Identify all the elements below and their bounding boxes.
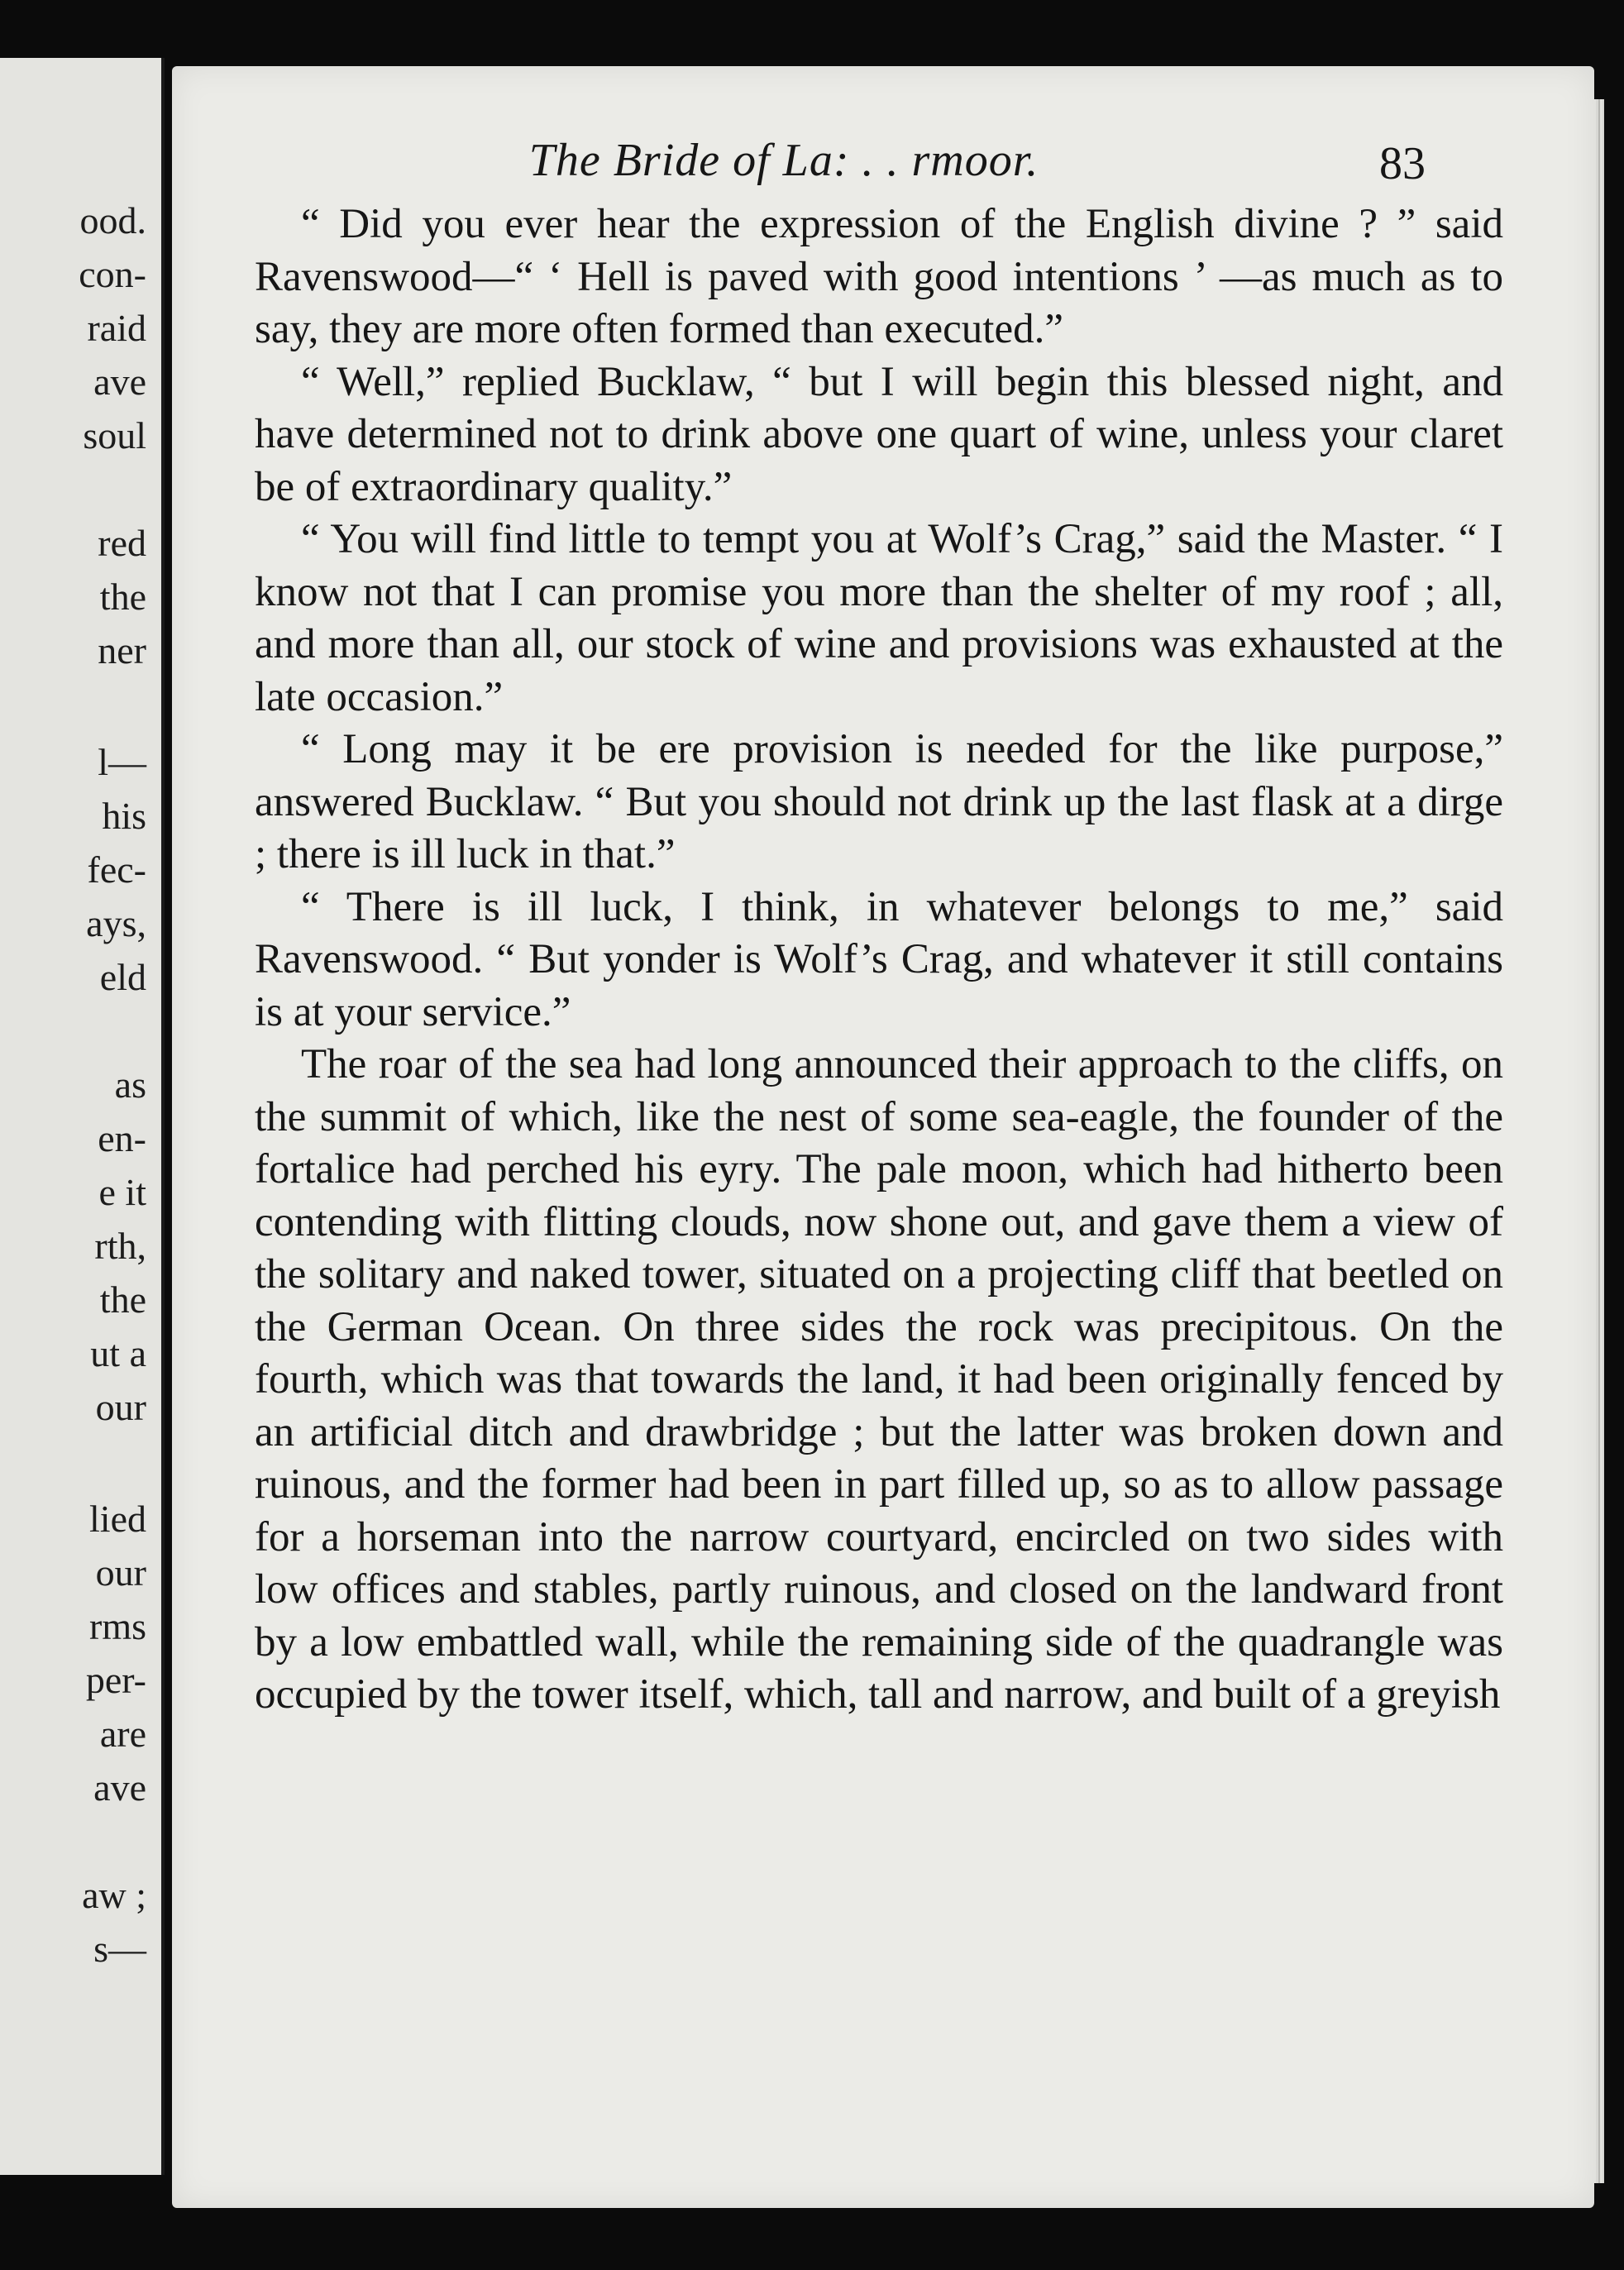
left-fragment: are — [99, 1713, 146, 1755]
left-fragment: per- — [85, 1659, 146, 1701]
page-body — [255, 198, 1503, 1722]
left-fragment: our — [95, 1551, 146, 1594]
left-fragment: our — [95, 1386, 146, 1428]
left-fragment: red — [98, 522, 146, 564]
left-fragment: ut a — [90, 1332, 146, 1374]
left-fragment: s— — [93, 1928, 146, 1970]
left-fragment: as — [114, 1063, 146, 1106]
left-fragment: ays, — [86, 902, 146, 944]
left-fragment: en- — [98, 1117, 146, 1159]
paragraph: “ Long may it be ere provision is needed for the like purpose,” answered Bucklaw. “ But you should not drink up the last flask at a dirge ; there is ill luck in that.” — [255, 726, 1503, 877]
left-fragment: fec- — [87, 848, 146, 891]
left-fragment: e it — [98, 1171, 146, 1213]
left-fragment: ner — [98, 629, 146, 671]
paragraph: “ You will find little to tempt you at Wolf’s Crag,” said the Master. “ I know not that I can promise you more than the shelter of my roof ; all, and more than all, our stock of wine and provisions was exhausted at the late occasion.” — [255, 516, 1503, 720]
left-fragment: the — [99, 576, 146, 618]
left-fragment: ave — [93, 361, 146, 403]
left-fragment: l— — [98, 741, 146, 783]
left-fragment: the — [99, 1278, 146, 1321]
previous-page-sliver — [0, 58, 165, 2175]
paragraph: “ There is ill luck, I think, in whatever belongs to me,” said Ravenswood. “ But yonder is Wolf’s Crag, and whatever it still contains is at your service.” — [255, 883, 1503, 1035]
left-fragment: aw ; — [82, 1874, 146, 1916]
left-fragment: raid — [87, 307, 146, 349]
book-page — [172, 66, 1594, 2208]
left-fragment: con- — [79, 253, 146, 295]
left-fragment: soul — [83, 414, 146, 456]
running-title: The Bride of La: . . rmoor. — [528, 135, 1039, 186]
left-fragment: ood. — [79, 199, 146, 241]
left-fragment: ave — [93, 1766, 146, 1809]
left-fragment: his — [102, 795, 146, 837]
paragraph: “ Did you ever hear the expression of the English divine ? ” said Ravenswood—“ ‘ Hell is paved with good intentions ’ —as much as to say, they are more often formed than executed.” — [255, 201, 1503, 352]
left-fragment: eld — [99, 956, 146, 998]
left-fragment: lied — [89, 1498, 146, 1540]
left-fragment: rms — [89, 1605, 146, 1647]
left-fragment: rth, — [94, 1225, 146, 1267]
paragraph: “ Well,” replied Bucklaw, “ but I will begin this blessed night, and have determined not to drink above one quart of wine, unless your claret be of extraordinary quality.” — [255, 358, 1503, 510]
paragraph: The roar of the sea had long announced their approach to the cliffs, on the summit of which, like the nest of some sea-eagle, the founder of the fortalice had perched his eyry. The pale moon, which had hitherto been contending with flitting clouds, now shone out, and gave them a view of the solitary and naked tower, situated on a projecting cliff that beetled on the German Ocean. On three sides the rock was precipitous. On the fourth, which was that towards the land, it had been originally fenced by an artificial ditch and drawbridge ; but the latter was broken down and ruinous, and the former had been in part filled up, so as to allow passage for a horseman into the narrow courtyard, encircled on two sides with low offices and stables, partly ruinous, and closed on the landward front by a low embattled wall, while the remaining side of the quadrangle was occupied by the tower itself, which, tall and narrow, and built of a greyish — [255, 1041, 1503, 1718]
page-number: 83 — [1379, 138, 1426, 189]
